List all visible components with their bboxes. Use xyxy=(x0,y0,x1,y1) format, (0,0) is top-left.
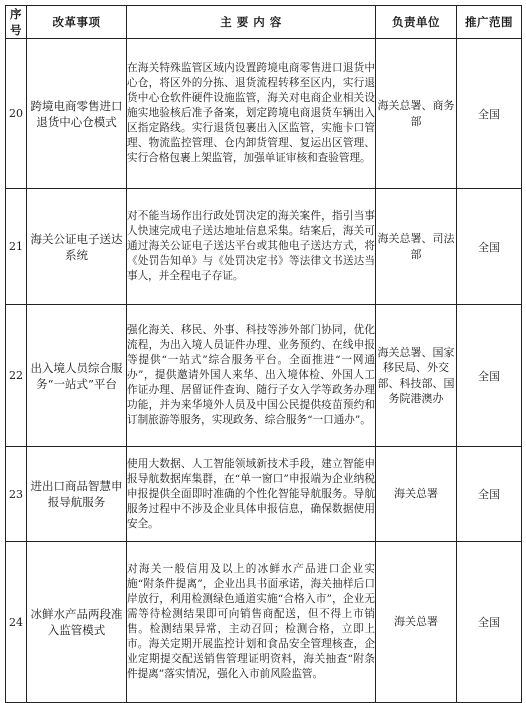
header-unit: 负责单位 xyxy=(376,6,457,39)
responsible-unit: 海关总署、司法部 xyxy=(376,189,457,305)
responsible-unit: 海关总署 xyxy=(376,447,457,542)
table-row xyxy=(6,542,522,703)
responsible-unit: 海关总署 xyxy=(376,542,457,703)
main-content: 对不能当场作出行政处罚决定的海关案件，指引当事人快速完成电子送达地址信息采集。结案后，海关可通过海关公证电子送达平台或其他电子送达方式，将《处罚告知单》与《处罚决定书》等法律文书送达当事人，并全程电子存证。 xyxy=(127,189,376,305)
header-content: 主 要 内 容 xyxy=(127,6,376,39)
row-number: 20 xyxy=(6,39,27,189)
table-row xyxy=(6,305,522,447)
reform-item: 出入境人员综合服务“一站式”平台 xyxy=(27,305,127,447)
reform-items-table xyxy=(5,5,522,703)
row-number: 23 xyxy=(6,447,27,542)
header-no: 序号 xyxy=(6,6,27,39)
reform-item: 跨境电商零售进口退货中心仓模式 xyxy=(27,39,127,189)
table-header-row xyxy=(6,6,522,39)
table-row xyxy=(6,447,522,542)
main-content: 使用大数据、人工智能领域新技术手段，建立智能申报导航数据库集群，在“单一窗口”申报端为企业纳税申报提供全面即时准确的个性化智能导航服务。导航服务过程中不涉及企业具体申报信息，确保数据使用安全。 xyxy=(127,447,376,542)
promotion-scope: 全国 xyxy=(457,39,522,189)
header-scope: 推广范围 xyxy=(457,6,522,39)
promotion-scope: 全国 xyxy=(457,447,522,542)
table-row xyxy=(6,39,522,189)
row-number: 22 xyxy=(6,305,27,447)
main-content: 对海关一般信用及以上的冰鲜水产品进口企业实施“附条件提离”，企业出具书面承诺，海关抽样后口岸放行，利用检测绿色通道实施“合格入市”，企业无需等待检测结果即可向销售商配送，但不得上市销售。检测结果异常，主动召回；检测合格，立即上市。海关定期开展监控计划和食品安全管理核查，企业定期提交配送销售管理证明资料，海关抽查“附条件提离”落实情况，强化入市前风险监管。 xyxy=(127,542,376,703)
responsible-unit: 海关总署、国家移民局、外交部、科技部、国务院港澳办 xyxy=(376,305,457,447)
responsible-unit: 海关总署、商务部 xyxy=(376,39,457,189)
row-number: 21 xyxy=(6,189,27,305)
reform-item: 进出口商品智慧申报导航服务 xyxy=(27,447,127,542)
promotion-scope: 全国 xyxy=(457,542,522,703)
row-number: 24 xyxy=(6,542,27,703)
main-content: 在海关特殊监管区域内设置跨境电商零售进口退货中心仓，将区外的分拣、退货流程转移至区内，实行退货中心仓软件硬件设施监管，海关对电商企业相关设施实地验核后准予备案，划定跨境电商退货车辆出入区指定路线。实行退货包裹出入区监管，实施卡口管理、物流监控管理、仓内卸货管理、复运出区管理、实行合格包裹上架监管，加强单证审核和查验管理。 xyxy=(127,39,376,189)
main-content: 强化海关、移民、外事、科技等涉外部门协同，优化流程，为出入境人员证件办理、业务预约、在线申报等提供“一站式”综合服务平台。全面推进“一网通办”，提供邀请外国人来华、出入境体检、外国人工作证办理、居留证件查询、随行子女入学等政务办理功能，并为来华境外人员及中国公民提供疫苗预约和订制旅游等服务，实现政务、综合服务“一口通办”。 xyxy=(127,305,376,447)
reform-item: 海关公证电子送达系统 xyxy=(27,189,127,305)
promotion-scope: 全国 xyxy=(457,305,522,447)
header-item: 改革事项 xyxy=(27,6,127,39)
promotion-scope: 全国 xyxy=(457,189,522,305)
table-row xyxy=(6,189,522,305)
reform-item: 冰鲜水产品两段准入监管模式 xyxy=(27,542,127,703)
